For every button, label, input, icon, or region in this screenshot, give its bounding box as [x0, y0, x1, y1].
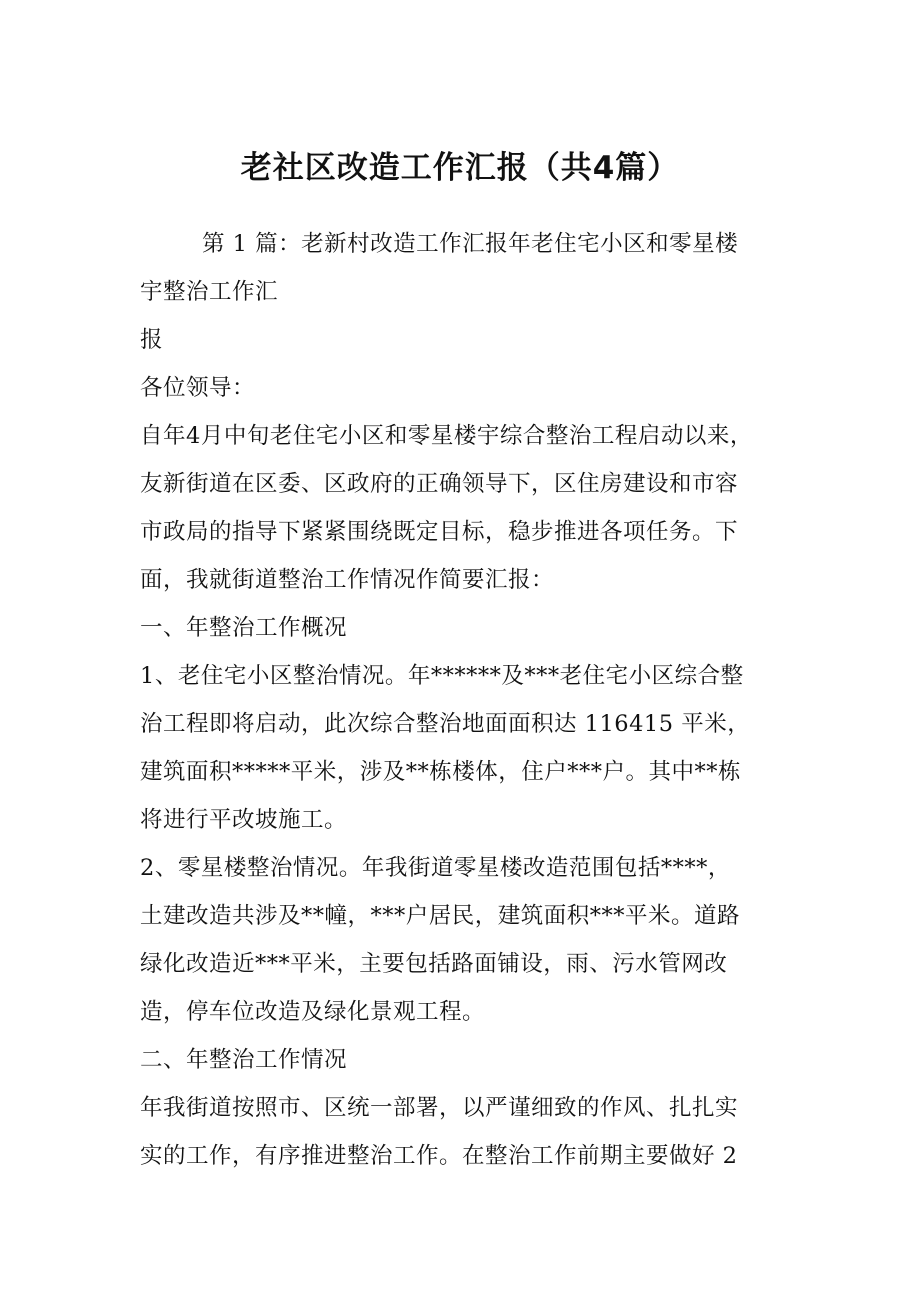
body-line: 市政局的指导下紧紧围绕既定目标，稳步推进各项任务。下	[140, 519, 739, 545]
body-line: 将进行平改坡施工。	[140, 807, 348, 833]
document-title: 老社区改造工作汇报（共4篇）	[240, 150, 680, 186]
body-line: 面，我就街道整治工作情况作简要汇报：	[140, 567, 555, 593]
body-line: 宇整治工作汇	[140, 279, 279, 305]
body-line: 年我街道按照市、区统一部署，以严谨细致的作风、扎扎实	[140, 1095, 739, 1121]
body-line: 土建改造共涉及**幢，***户居民，建筑面积***平米。道路	[140, 903, 741, 929]
body-line: 绿化改造近***平米，主要包括路面铺设，雨、污水管网改	[140, 951, 728, 977]
body-line: 自年4月中旬老住宅小区和零星楼宇综合整治工程启动以来，	[140, 423, 753, 449]
body-line: 1、老住宅小区整治情况。年******及***老住宅小区综合整	[140, 663, 744, 689]
body-line: 治工程即将启动，此次综合整治地面面积达 116415 平米，	[140, 711, 751, 737]
body-line: 报	[140, 327, 164, 353]
body-line: 友新街道在区委、区政府的正确领导下，区住房建设和市容	[140, 471, 739, 497]
body-line: 2、零星楼整治情况。年我街道零星楼改造范围包括****，	[140, 855, 731, 881]
section-heading: 二、年整治工作情况	[140, 1047, 348, 1073]
body-line: 第 1 篇：老新村改造工作汇报年老住宅小区和零星楼	[202, 231, 739, 257]
section-heading: 一、年整治工作概况	[140, 615, 348, 641]
body-line: 实的工作，有序推进整治工作。在整治工作前期主要做好 2	[140, 1143, 738, 1169]
document-body	[140, 220, 785, 1180]
body-line: 造，停车位改造及绿化景观工程。	[140, 999, 486, 1025]
body-line: 各位领导：	[140, 375, 256, 401]
body-line: 建筑面积*****平米，涉及**栋楼体，住户***户。其中**栋	[140, 759, 742, 785]
